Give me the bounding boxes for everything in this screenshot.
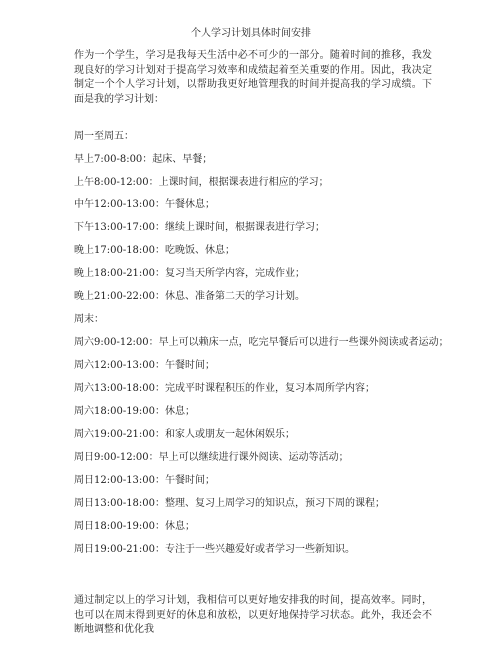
weekday-line: 晚上18:00-21:00：复习当天所学内容，完成作业； xyxy=(74,268,306,279)
weekend-heading: 周末： xyxy=(74,314,104,325)
weekday-line: 下午13:00-17:00：继续上课时间，根据课表进行学习； xyxy=(74,222,326,233)
weekend-line: 周六18:00-19:00：休息； xyxy=(74,406,196,417)
weekday-line: 晚上21:00-22:00：休息、准备第二天的学习计划。 xyxy=(74,291,306,302)
intro-paragraph: 作为一个学生，学习是我每天生活中必不可少的一部分。随着时间的推移，我发现良好的学习计划对于提高学习效率和成绩起着至关重要的作用。因此，我决定制定一个个人学习计划，以帮助我更好地管理我的时间并提高我的学习成绩。下面是我的学习计划： xyxy=(74,50,432,105)
weekday-line: 中午12:00-13:00：午餐休息； xyxy=(74,199,216,210)
weekday-line: 晚上17:00-18:00：吃晚饭、休息； xyxy=(74,245,236,256)
weekday-line: 上午8:00-12:00：上课时间，根据课表进行相应的学习； xyxy=(74,177,329,188)
document-title: 个人学习计划具体时间安排 xyxy=(191,28,311,39)
weekend-line: 周日19:00-21:00：专注于一些兴趣爱好或者学习一些新知识。 xyxy=(74,544,356,555)
weekday-heading: 周一至周五： xyxy=(74,131,134,142)
weekday-line: 早上7:00-8:00：起床、早餐； xyxy=(74,154,213,165)
weekend-line: 周日12:00-13:00：午餐时间； xyxy=(74,475,216,486)
weekend-line: 周日9:00-12:00：早上可以继续进行课外阅读、运动等活动； xyxy=(74,452,349,463)
weekend-line: 周六19:00-21:00：和家人或朋友一起休闲娱乐； xyxy=(74,429,296,440)
weekend-line: 周六9:00-12:00：早上可以赖床一点，吃完早餐后可以进行一些课外阅读或者运动； xyxy=(74,337,449,348)
weekend-line: 周日13:00-18:00：整理、复习上周学习的知识点，预习下周的课程； xyxy=(74,498,386,509)
outro-paragraph: 通过制定以上的学习计划，我相信可以更好地安排我的时间，提高效率。同时，也可以在周末得到更好的休息和放松，以更好地保持学习状态。此外，我还会不断地调整和优化我 xyxy=(74,595,432,635)
weekend-line: 周六13:00-18:00：完成平时课程积压的作业，复习本周所学内容； xyxy=(74,383,376,394)
weekend-line: 周六12:00-13:00：午餐时间； xyxy=(74,360,216,371)
weekend-line: 周日18:00-19:00：休息； xyxy=(74,521,196,532)
